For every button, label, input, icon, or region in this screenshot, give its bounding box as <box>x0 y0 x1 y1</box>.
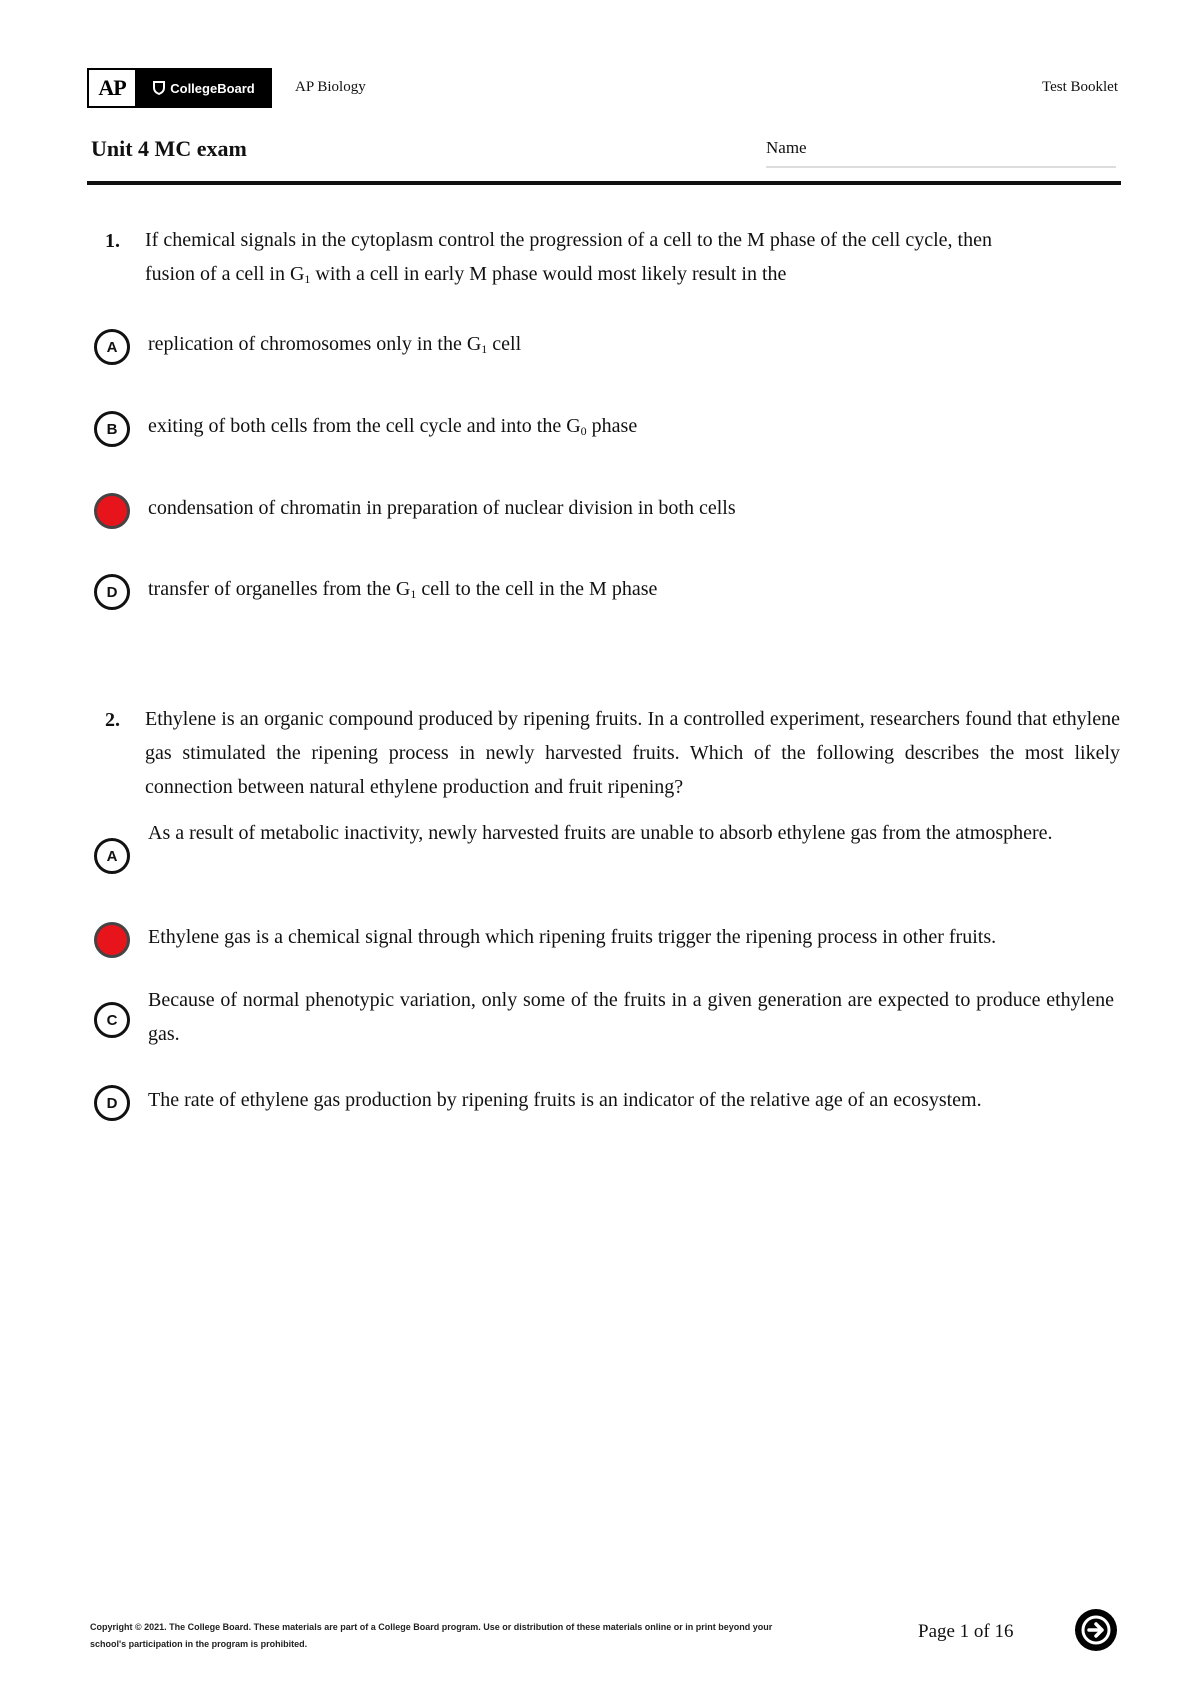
question-1-option-d[interactable] <box>94 572 1124 612</box>
question-2-text: Ethylene is an organic compound produced by ripening fruits. In a controlled experiment, researchers found that ethylene gas stimulated the ripening process in newly harvested fruits. Which of the following describes the most likely connection between natural ethylene production and fruit ripening? <box>145 708 1120 798</box>
question-1-option-a[interactable] <box>94 327 1124 367</box>
subject-label: AP Biology <box>295 79 366 95</box>
header-divider <box>87 181 1121 185</box>
page-title: Unit 4 MC exam <box>91 136 247 161</box>
ap-collegeboard-logo <box>87 68 272 108</box>
collegeboard-logo <box>137 70 270 106</box>
question-2-option-d[interactable] <box>94 1083 1124 1123</box>
name-field[interactable] <box>766 166 1116 168</box>
option-text: exiting of both cells from the cell cycle and into the $G_0$ phase <box>148 415 638 438</box>
question-1-number: 1. <box>105 230 120 252</box>
question-2-option-c[interactable] <box>94 989 1124 1070</box>
page-number: Page 1 of 16 <box>918 1621 1014 1642</box>
option-text: Ethylene gas is a chemical signal through which ripening fruits trigger the ripening process in other fruits. <box>148 926 997 948</box>
answer-bubble-c-selected[interactable] <box>94 493 130 529</box>
arrow-right-icon <box>1081 1615 1111 1645</box>
option-text: As a result of metabolic inactivity, newly harvested fruits are unable to absorb ethylene gas from the atmosphere. <box>148 822 1053 844</box>
option-text: The rate of ethylene gas production by ripening fruits is an indicator of the relative age of an ecosystem. <box>148 1089 982 1111</box>
answer-bubble-b[interactable]: B <box>94 411 130 447</box>
option-text: condensation of chromatin in preparation of nuclear division in both cells <box>148 497 736 519</box>
next-page-button[interactable] <box>1075 1609 1117 1651</box>
question-1-text <box>145 223 1120 291</box>
question-2-option-b[interactable] <box>94 920 1124 960</box>
answer-bubble-a[interactable]: A <box>94 329 130 365</box>
name-label: Name <box>766 138 807 157</box>
question-1-line-1: If chemical signals in the cytoplasm control the progression of a cell to the M phase of the cell cycle, then <box>145 229 992 251</box>
option-text: Because of normal phenotypic variation, only some of the fruits in a given generation are expected to produce ethylene gas. <box>148 989 1114 1045</box>
answer-bubble-d[interactable]: D <box>94 574 130 610</box>
question-1-line-2: fusion of a cell in $G_1$ with a cell in early M phase would most likely result in the <box>145 263 787 286</box>
option-text: transfer of organelles from the $G_1$ cell to the cell in the M phase <box>148 578 658 601</box>
question-1-option-b[interactable] <box>94 409 1124 449</box>
ap-logo-text: AP <box>89 70 137 106</box>
answer-bubble-b-selected[interactable] <box>94 922 130 958</box>
answer-bubble-d[interactable]: D <box>94 1085 130 1121</box>
booklet-label: Test Booklet <box>1041 79 1118 95</box>
question-2-number: 2. <box>105 709 120 731</box>
question-1-option-c[interactable] <box>94 491 1124 531</box>
collegeboard-logo-text: CollegeBoard <box>170 80 255 96</box>
answer-bubble-a[interactable]: A <box>94 838 130 874</box>
answer-bubble-c[interactable]: C <box>94 1002 130 1038</box>
question-2-option-a[interactable] <box>94 822 1124 906</box>
option-text: replication of chromosomes only in the $G_1$ cell <box>148 333 522 356</box>
collegeboard-shield-icon <box>152 81 166 95</box>
copyright-notice: Copyright © 2021. The College Board. These materials are part of a College Board program. Use or distribution of these materials online or in print beyond your school's participation in the program is prohibited. <box>90 1622 773 1649</box>
